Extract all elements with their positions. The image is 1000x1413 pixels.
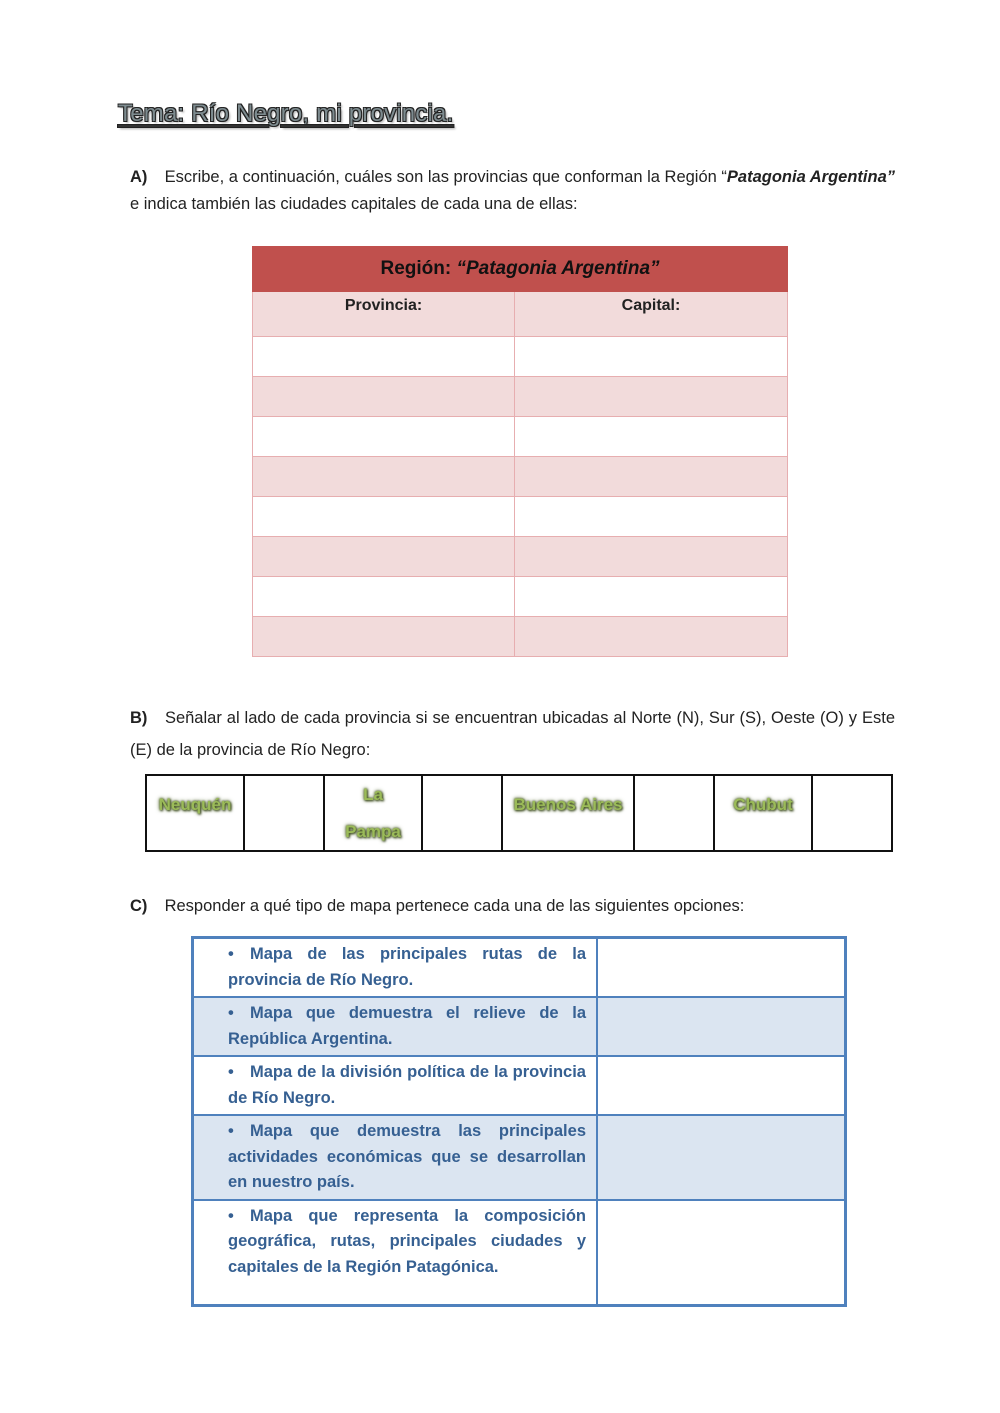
province-buenos-aires: Buenos Aires [502, 775, 634, 851]
capital-cell[interactable] [515, 577, 788, 617]
section-c-instructions: C) Responder a qué tipo de mapa pertenece cada una de las siguientes opciones: [130, 893, 895, 920]
provincia-cell[interactable] [253, 497, 515, 537]
capital-cell[interactable] [515, 617, 788, 657]
province-la-pampa: La Pampa [324, 775, 422, 851]
section-a-label: A) [130, 168, 148, 186]
provincia-cell[interactable] [253, 457, 515, 497]
province-neuquen: Neuquén [146, 775, 244, 851]
provincia-cell[interactable] [253, 577, 515, 617]
section-c-label: C) [130, 897, 148, 915]
map-option: • Mapa que demuestra las principales actividades económicas que se desarrollan en nuestro país. [193, 1115, 598, 1200]
answer-cell-la-pampa[interactable] [422, 775, 502, 851]
capital-cell[interactable] [515, 537, 788, 577]
bullet-icon: • [228, 945, 234, 963]
patagonia-table [252, 246, 788, 657]
map-types-table [191, 936, 847, 1307]
map-option: • Mapa que representa la composición geográfica, rutas, principales ciudades y capitales de la Región Patagónica. [193, 1200, 598, 1306]
provincia-cell[interactable] [253, 617, 515, 657]
worksheet-title: Tema: Río Negro, mi provincia. [118, 100, 454, 127]
column-header-provincia: Provincia: [253, 292, 515, 337]
answer-cell-neuquen[interactable] [244, 775, 324, 851]
provincia-cell[interactable] [253, 337, 515, 377]
bullet-icon: • [228, 1206, 234, 1225]
map-answer-cell[interactable] [597, 997, 846, 1056]
map-option: • Mapa de la división política de la provincia de Río Negro. [193, 1056, 598, 1115]
answer-cell-buenos-aires[interactable] [634, 775, 714, 851]
capital-cell[interactable] [515, 377, 788, 417]
provincia-cell[interactable] [253, 537, 515, 577]
section-a-instructions: A) Escribe, a continuación, cuáles son las provincias que conforman la Región “Patagonia Argentina” e indica también las ciudades capitales de cada una de ellas: [130, 164, 895, 218]
column-header-capital: Capital: [515, 292, 788, 337]
orientation-table [145, 774, 893, 852]
patagonia-table-header: Región: “Patagonia Argentina” [253, 247, 788, 292]
section-b-label: B) [130, 709, 148, 727]
capital-cell[interactable] [515, 497, 788, 537]
map-answer-cell[interactable] [597, 1200, 846, 1306]
capital-cell[interactable] [515, 417, 788, 457]
map-option: • Mapa de las principales rutas de la provincia de Río Negro. [193, 938, 598, 998]
bullet-icon: • [228, 1004, 234, 1022]
map-answer-cell[interactable] [597, 938, 846, 998]
provincia-cell[interactable] [253, 417, 515, 457]
section-b-instructions: B) Señalar al lado de cada provincia si se encuentran ubicadas al Norte (N), Sur (S), Oeste (O) y Este (E) de la provincia de Río Negro: [130, 702, 895, 766]
bullet-icon: • [228, 1122, 234, 1140]
map-answer-cell[interactable] [597, 1115, 846, 1200]
answer-cell-chubut[interactable] [812, 775, 892, 851]
map-answer-cell[interactable] [597, 1056, 846, 1115]
map-option: • Mapa que demuestra el relieve de la República Argentina. [193, 997, 598, 1056]
provincia-cell[interactable] [253, 377, 515, 417]
capital-cell[interactable] [515, 457, 788, 497]
capital-cell[interactable] [515, 337, 788, 377]
bullet-icon: • [228, 1063, 234, 1081]
province-chubut: Chubut [714, 775, 812, 851]
